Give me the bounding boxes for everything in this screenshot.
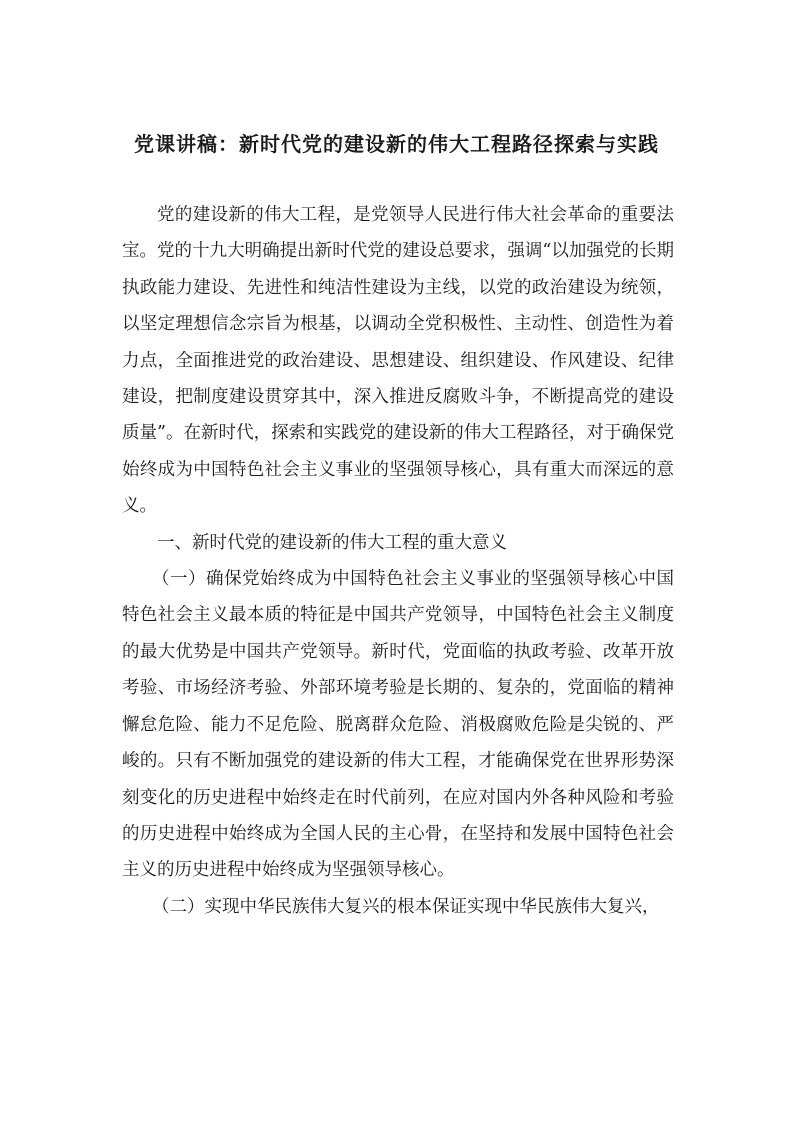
subsection-paragraph-2: （二）实现中华民族伟大复兴的根本保证实现中华民族伟大复兴， <box>152 896 660 917</box>
section-heading: 一、新时代党的建设新的伟大工程的重大意义 <box>157 532 507 553</box>
document-title: 党课讲稿：新时代党的建设新的伟大工程路径探索与实践 <box>134 132 659 156</box>
subsection-paragraph-1: （一）确保党始终成为中国特色社会主义事业的坚强领导核心中国特色社会主义最本质的特征是中国共产党领导，中国特色社会主义制度的最大优势是中国共产党领导。新时代，党面临的执政考验、改革开放考验、市场经济考验、外部环境考验是长期的、复杂的，党面临的精神懈怠危险、能力不足危险、脱离群众危险、消极腐败危险是尖锐的、严峻的。只有不断加强党的建设新的伟大工程，才能确保党在世界形势深刻变化的历史进程中始终走在时代前列，在应对国内外各种风险和考验的历史进程中始终成为全国人民的主心骨，在坚持和发展中国特色社会主义的历史进程中始终成为坚强领导核心。 <box>122 569 674 881</box>
document-body <box>122 197 674 925</box>
intro-paragraph: 党的建设新的伟大工程，是党领导人民进行伟大社会革命的重要法宝。党的十九大明确提出新时代党的建设总要求，强调“以加强党的长期执政能力建设、先进性和纯洁性建设为主线，以党的政治建设为统领，以坚定理想信念宗旨为根基，以调动全党积极性、主动性、创造性为着力点，全面推进党的政治建设、思想建设、组织建设、作风建设、纪律建设，把制度建设贯穿其中，深入推进反腐败斗争，不断提高党的建设质量”。在新时代，探索和实践党的建设新的伟大工程路径，对于确保党始终成为中国特色社会主义事业的坚强领导核心，具有重大而深远的意义。 <box>122 205 674 517</box>
